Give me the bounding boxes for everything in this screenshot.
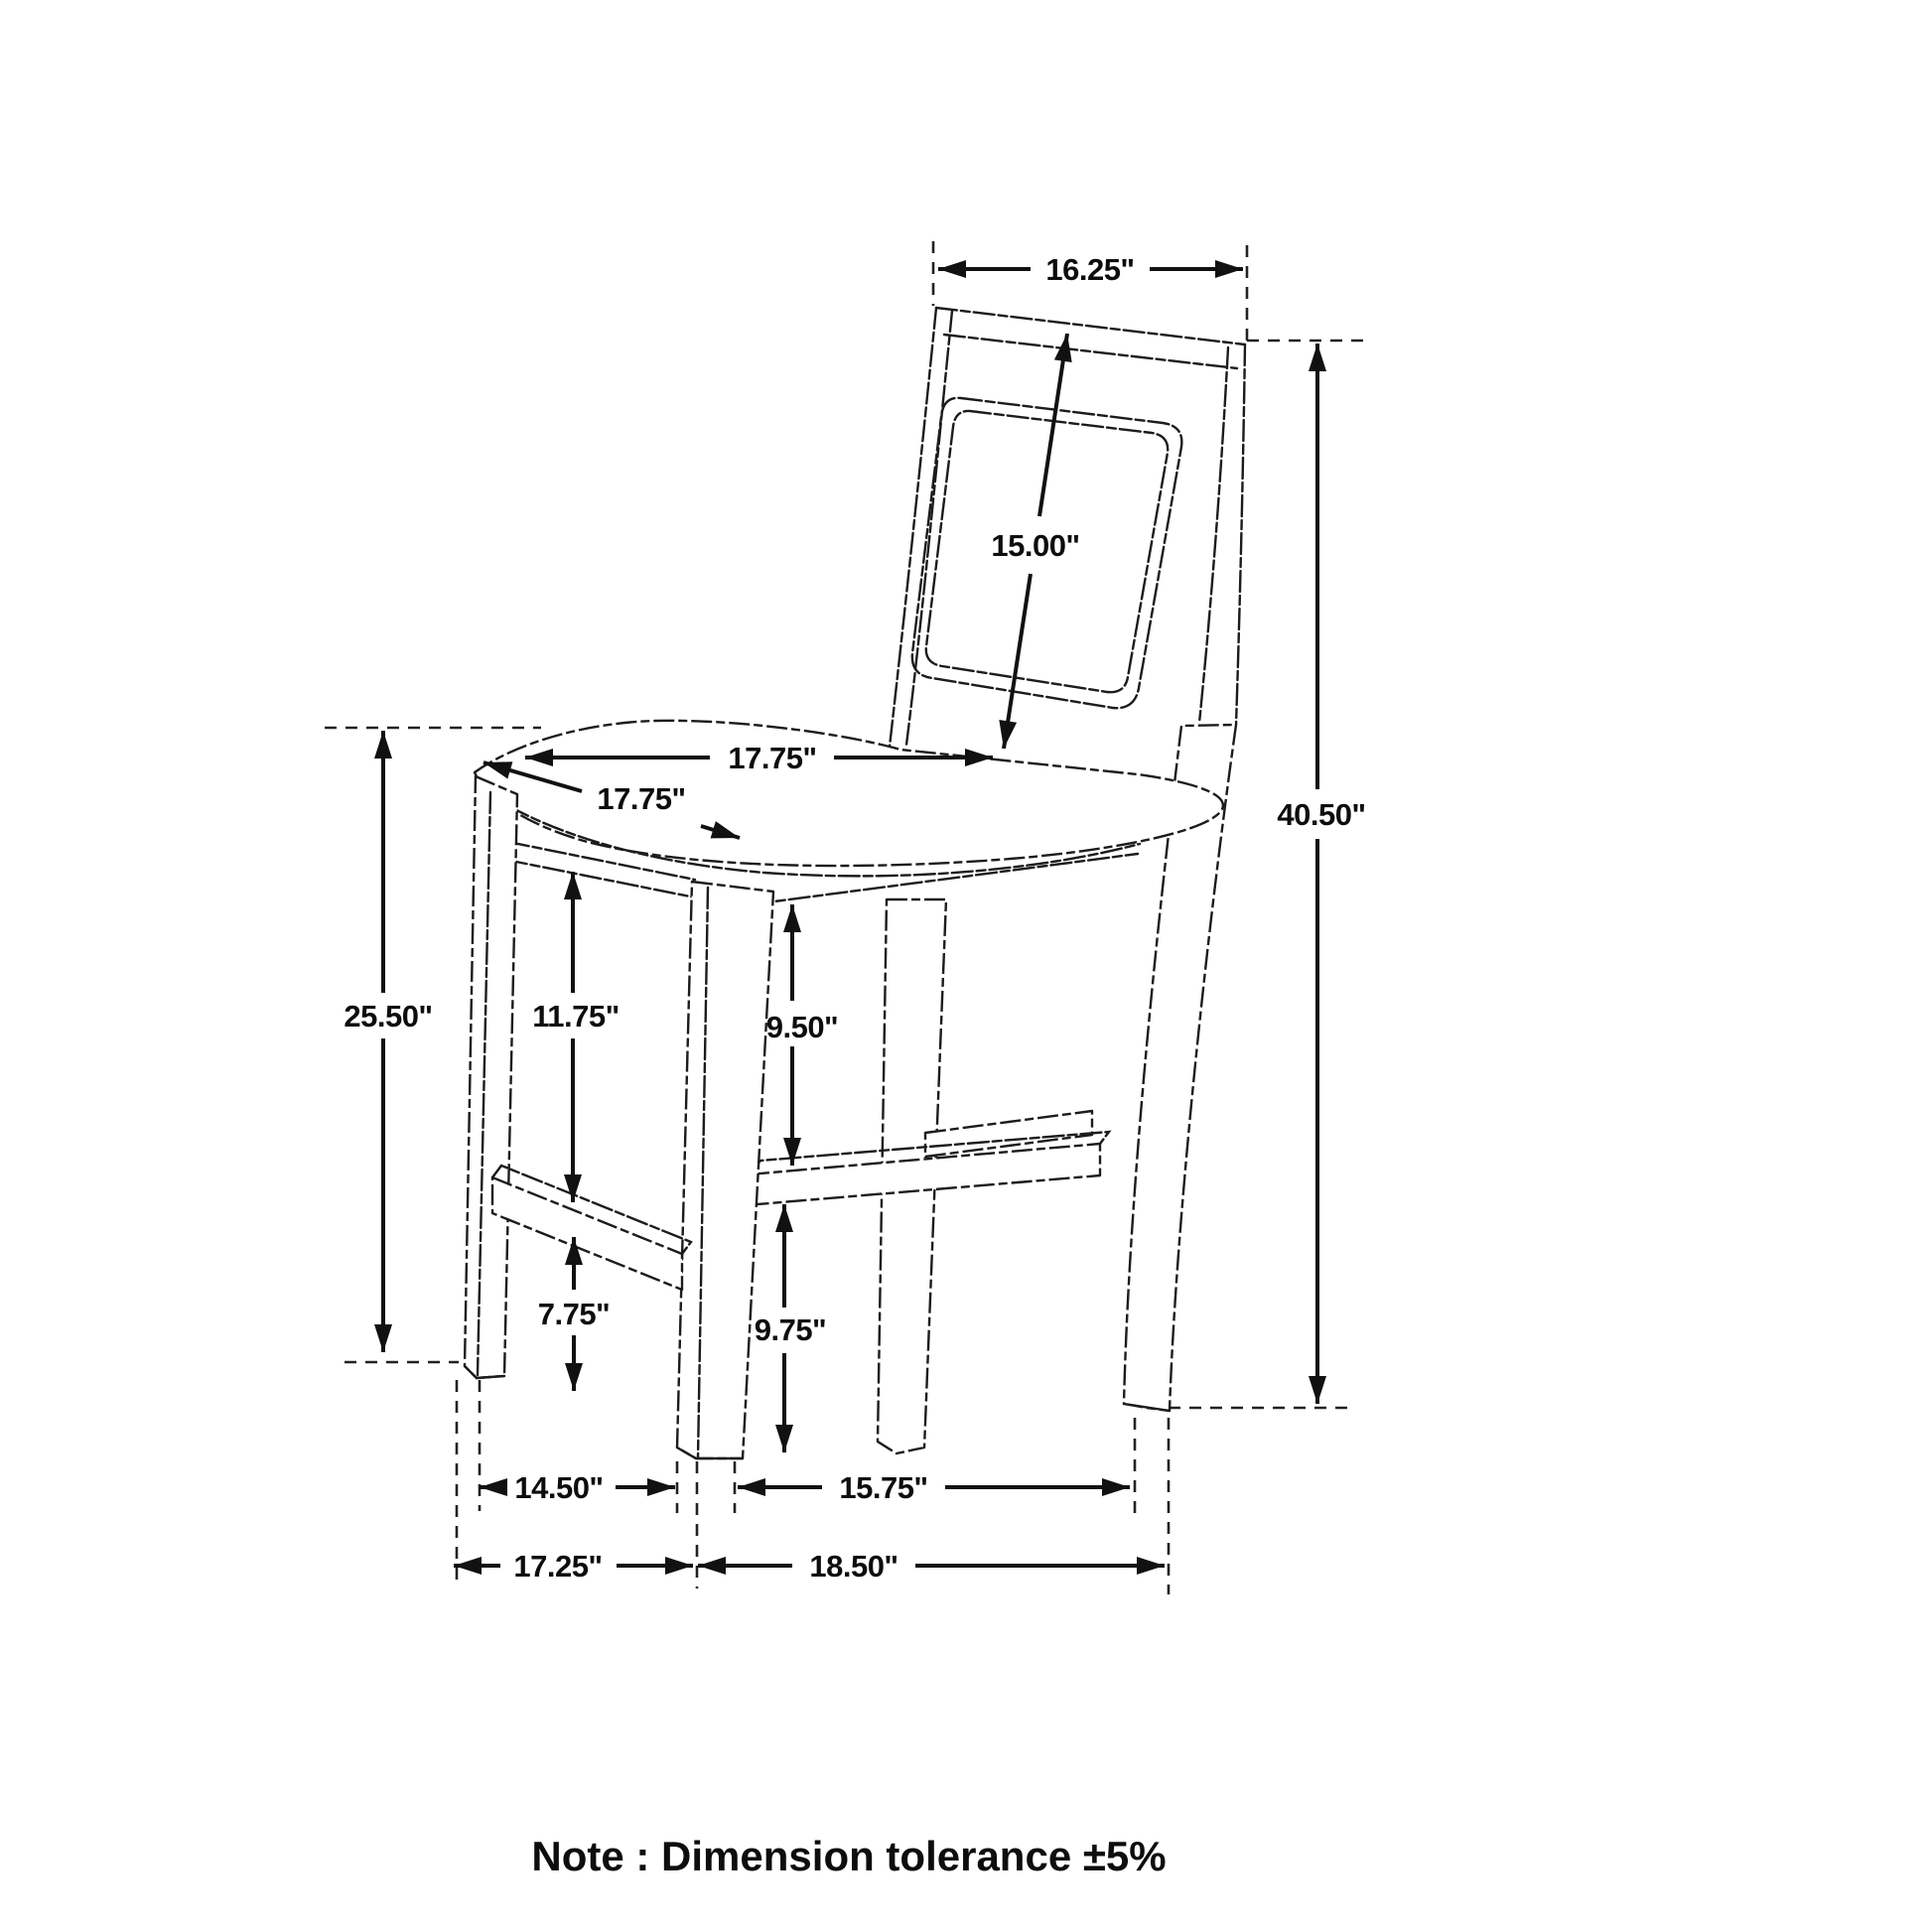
front-right-leg — [677, 882, 773, 1458]
back-top-rail-bottom — [944, 335, 1237, 368]
dim-overall-height-label: 40.50" — [1277, 797, 1366, 832]
dim-front-stretcher-to-floor-label: 7.75" — [537, 1297, 611, 1331]
back-left-post-outer — [890, 308, 936, 747]
dim-apron-to-front-stretcher-label: 11.75" — [532, 999, 620, 1034]
dim-apron-to-side-stretcher — [766, 904, 839, 1166]
dim-base-width-front — [454, 1549, 693, 1584]
front-stretcher-body — [492, 1177, 682, 1290]
dim-back-width-label: 16.25" — [1045, 252, 1135, 287]
dim-overall-height — [1277, 344, 1365, 1404]
dim-front-leg-spacing — [480, 1470, 675, 1505]
dim-seat-width-label: 17.75" — [728, 741, 817, 775]
back-right-post-outer — [1236, 345, 1245, 725]
dim-apron-to-side-stretcher-label: 9.50" — [765, 1010, 839, 1044]
dim-base-width-front-label: 17.25" — [513, 1549, 603, 1584]
dim-base-depth-side-label: 18.50" — [809, 1549, 898, 1584]
dim-front-leg-spacing-label: 14.50" — [514, 1470, 604, 1505]
dim-back-panel-height-label: 15.00" — [991, 528, 1080, 563]
chair-backrest — [890, 308, 1245, 747]
dim-front-stretcher-to-floor — [538, 1237, 611, 1391]
tolerance-note: Note : Dimension tolerance ±5% — [531, 1833, 1167, 1879]
dim-apron-to-front-stretcher — [532, 872, 620, 1202]
chair-seat — [475, 721, 1223, 904]
apron-left-bottom — [506, 860, 695, 897]
dim-side-stretcher-to-floor — [755, 1204, 827, 1452]
dim-seat-height — [344, 731, 432, 1352]
front-left-leg — [465, 776, 517, 1378]
chair-front-legs — [465, 776, 773, 1458]
front-stretcher — [492, 1166, 691, 1290]
dim-seat-height-label: 25.50" — [344, 999, 433, 1034]
back-right-post-inner — [1199, 347, 1228, 723]
dim-base-depth-side — [698, 1549, 1165, 1584]
dim-seat-depth-label: 17.75" — [597, 781, 686, 816]
dim-side-leg-spacing — [738, 1470, 1130, 1505]
chair-drawing — [465, 308, 1245, 1458]
dim-side-leg-spacing-label: 15.75" — [839, 1470, 928, 1505]
seat-top — [475, 721, 1223, 866]
dim-side-stretcher-to-floor-label: 9.75" — [754, 1312, 827, 1347]
dim-back-width — [938, 252, 1243, 287]
